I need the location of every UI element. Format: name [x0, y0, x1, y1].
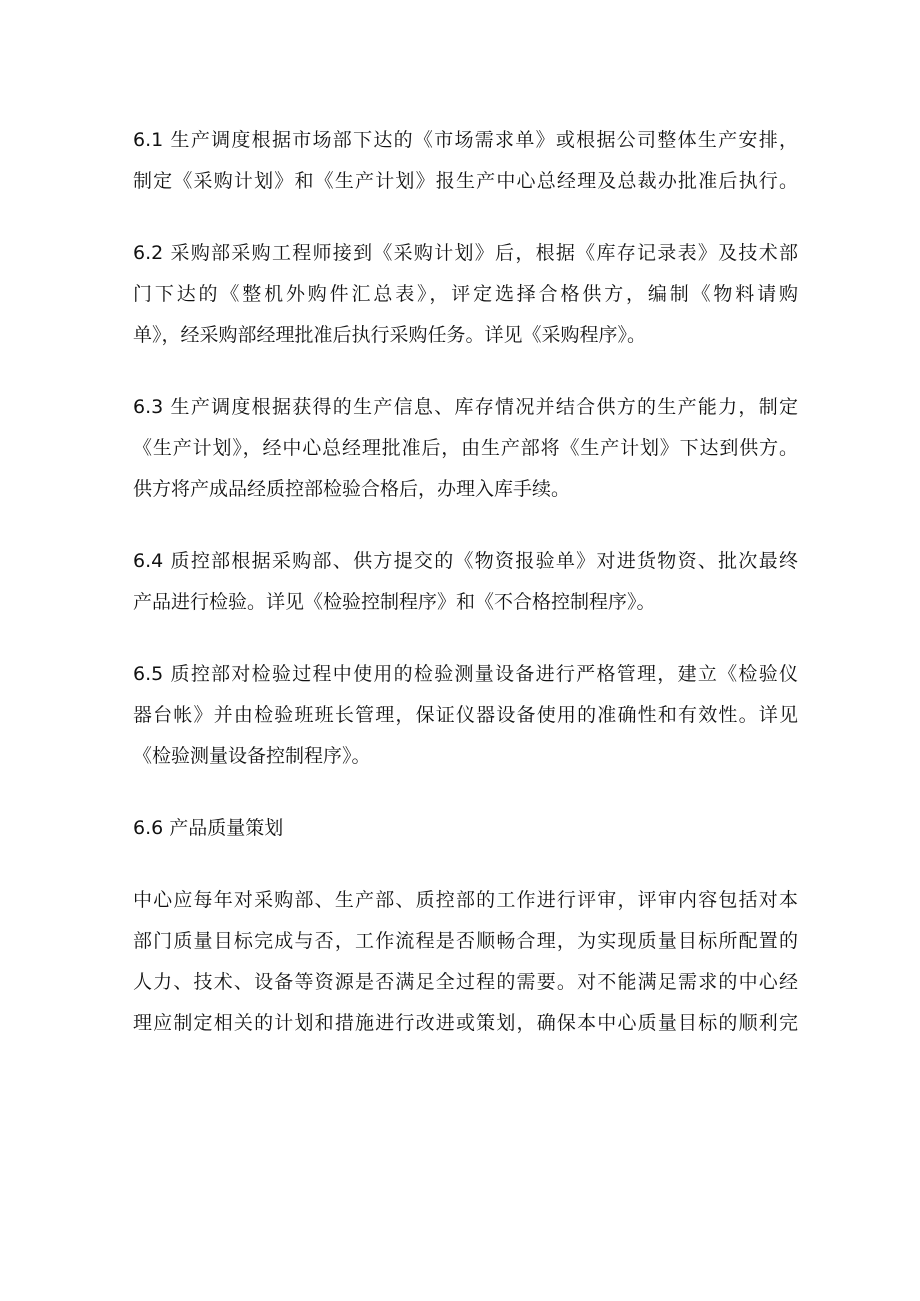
text-line: 器台帐》并由检验班班长管理，保证仪器设备使用的准确性和有效性。详见: [133, 704, 798, 726]
paragraph-6-1: [133, 120, 798, 202]
text-line: 6.2 采购部采购工程师接到《采购计划》后，根据《库存记录表》及技术部: [133, 242, 798, 264]
paragraph-6-2: [133, 233, 798, 356]
text-line: 供方将产成品经质控部检验合格后，办理入库手续。: [133, 478, 571, 500]
text-line: 部门质量目标完成与否，工作流程是否顺畅合理，为实现质量目标所配置的: [133, 930, 798, 952]
text-line: 6.1 生产调度根据市场部下达的《市场需求单》或根据公司整体生产安排，: [133, 129, 798, 151]
text-line: 6.3 生产调度根据获得的生产信息、库存情况并结合供方的生产能力，制定: [133, 396, 798, 418]
paragraph-6-3: [133, 387, 798, 510]
paragraph-6-6-body: [133, 880, 798, 1044]
text-line: 产品进行检验。详见《检验控制程序》和《不合格控制程序》。: [133, 591, 656, 613]
document-body: [133, 120, 798, 1075]
paragraph-6-4: [133, 541, 798, 623]
text-line: 《检验测量设备控制程序》。: [133, 745, 371, 767]
text-line: 6.4 质控部根据采购部、供方提交的《物资报验单》对进货物资、批次最终: [133, 550, 798, 572]
section-heading-6-6: [133, 808, 798, 849]
text-line: 门下达的《整机外购件汇总表》，评定选择合格供方，编制《物料请购: [133, 283, 798, 305]
text-line: 《生产计划》，经中心总经理批准后，由生产部将《生产计划》下达到供方。: [133, 437, 798, 459]
section-heading-text: 6.6 产品质量策划: [133, 817, 284, 839]
text-line: 中心应每年对采购部、生产部、质控部的工作进行评审，评审内容包括对本: [133, 889, 798, 911]
text-line: 理应制定相关的计划和措施进行改进或策划，确保本中心质量目标的顺利完: [133, 1012, 798, 1034]
text-line: 人力、技术、设备等资源是否满足全过程的需要。对不能满足需求的中心经: [133, 971, 798, 993]
paragraph-6-5: [133, 654, 798, 777]
text-line: 制定《采购计划》和《生产计划》报生产中心总经理及总裁办批准后执行。: [133, 170, 798, 192]
text-line: 6.5 质控部对检验过程中使用的检验测量设备进行严格管理，建立《检验仪: [133, 663, 798, 685]
text-line: 单》，经采购部经理批准后执行采购任务。详见《采购程序》。: [133, 324, 647, 346]
